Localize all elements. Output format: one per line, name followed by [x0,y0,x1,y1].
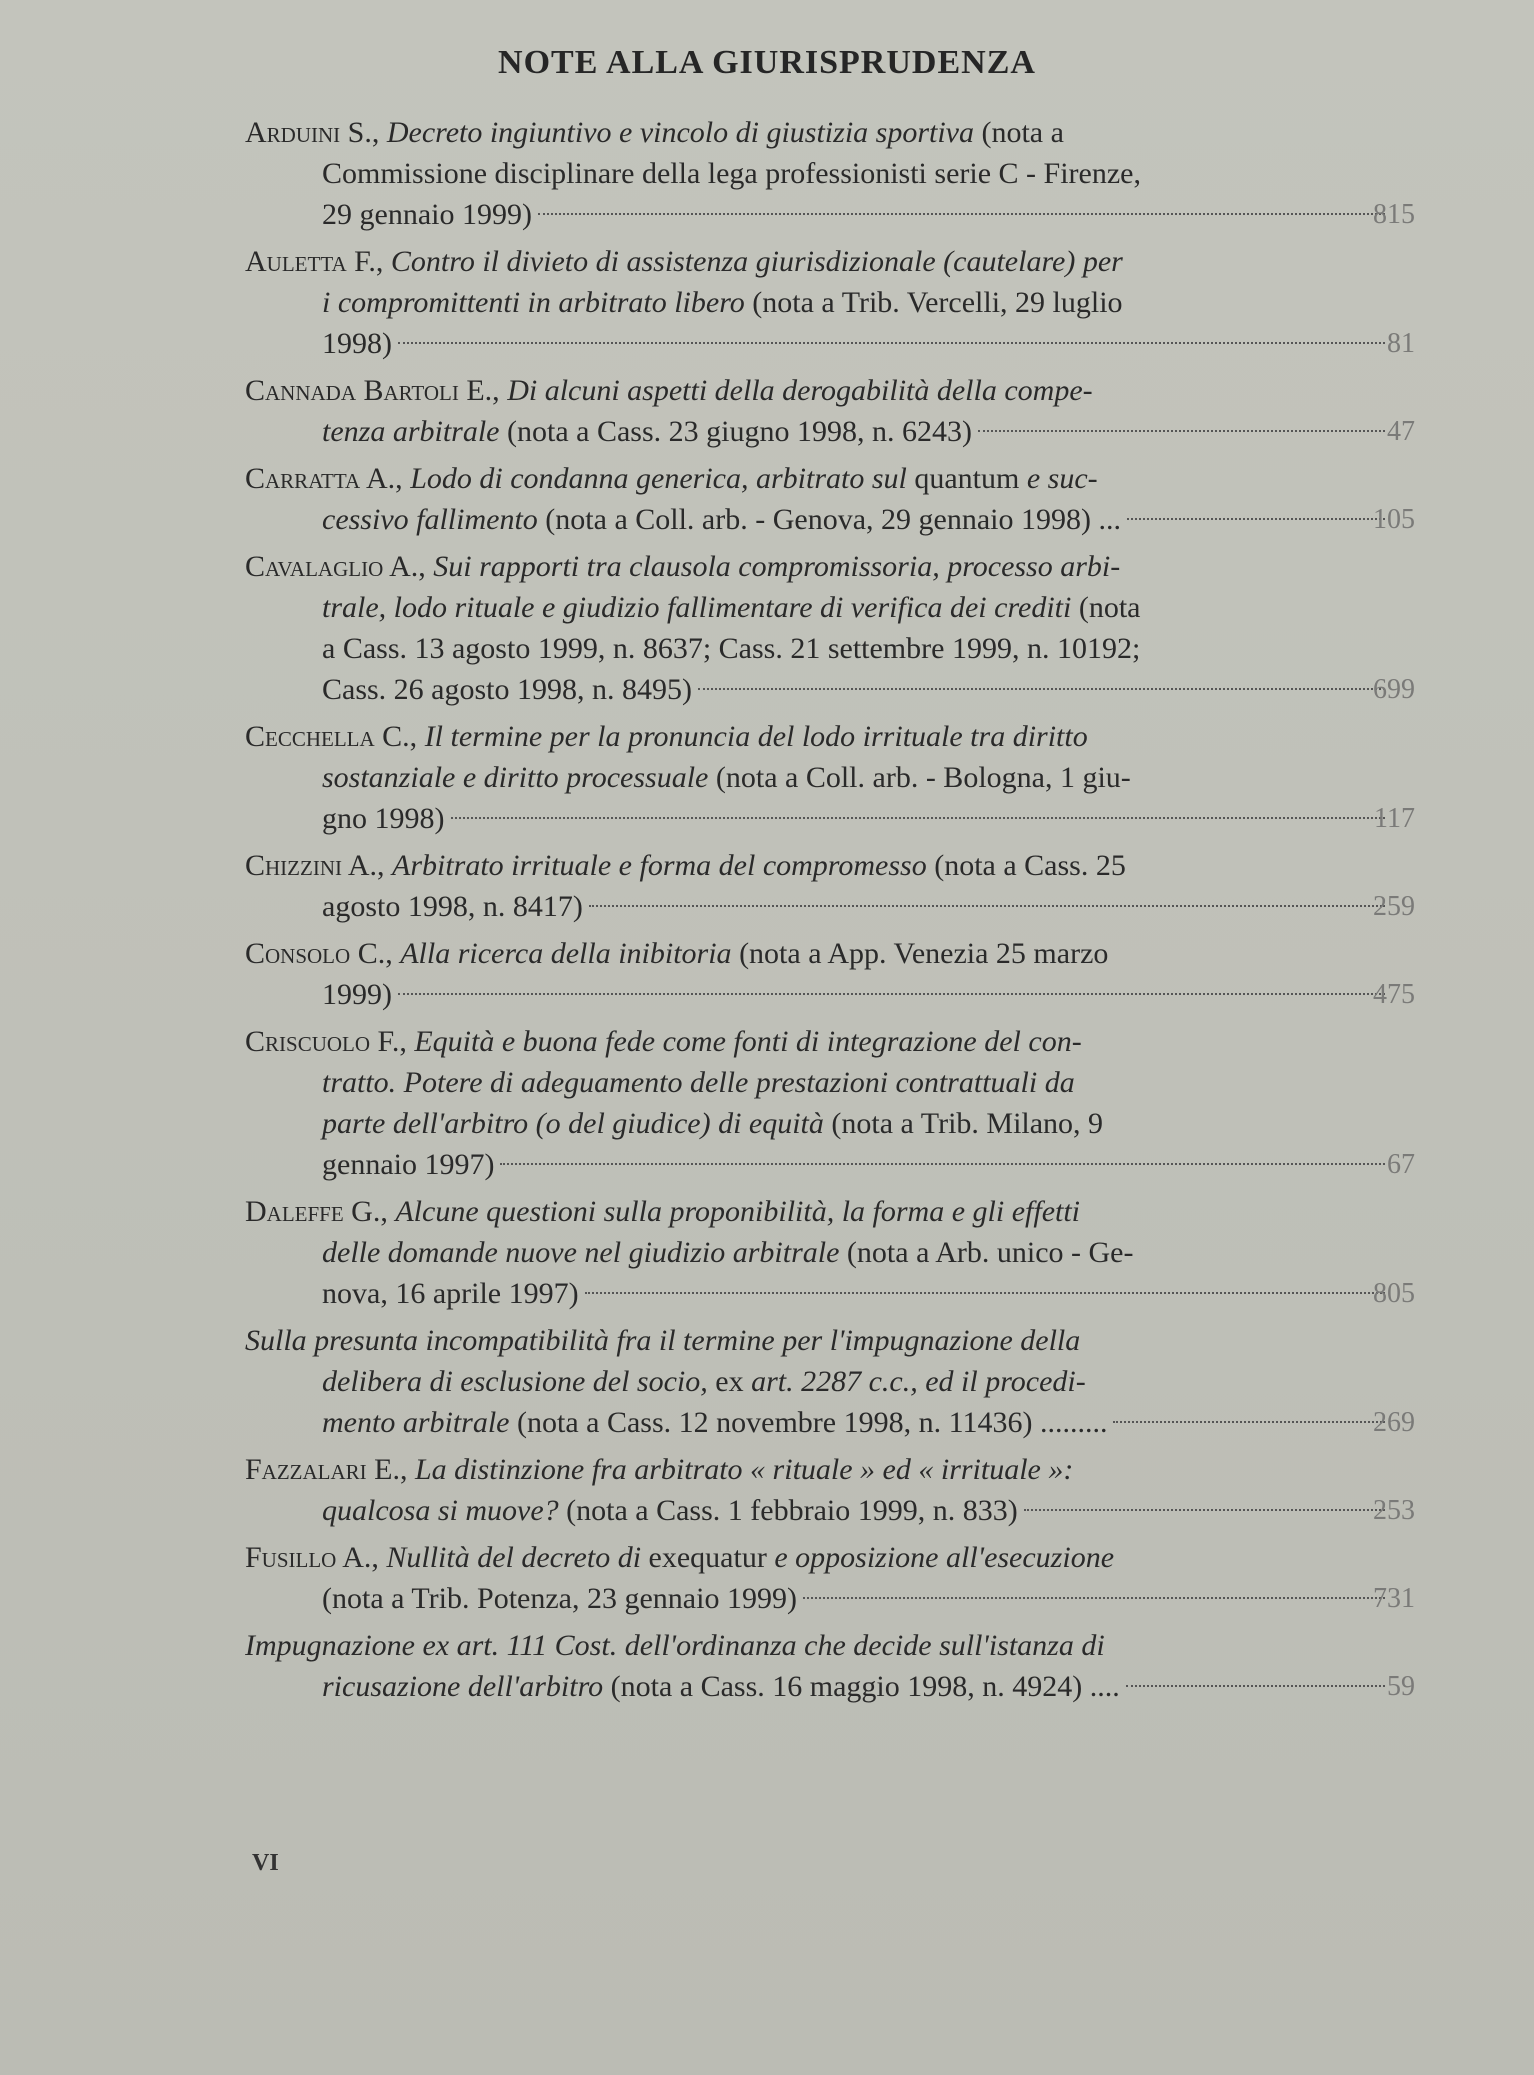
index-entry [245,716,1430,839]
leader-dots [1024,1501,1385,1511]
entry-line: trale, lodo rituale e giudizio fallimentare di verifica dei crediti (nota [322,591,1141,624]
entry-page-number: 815 [1373,199,1415,230]
entry-line: delle domande nuove nel giudizio arbitrale (nota a Arb. unico - Ge- [322,1236,1134,1269]
entry-page-number: 105 [1373,504,1415,535]
entry-line: Fazzalari E., La distinzione fra arbitrato « rituale » ed « irrituale »: [245,1453,1074,1486]
entry-line: tenza arbitrale (nota a Cass. 23 giugno 1998, n. 6243) [245,411,1430,452]
entry-line: Cass. 26 agosto 1998, n. 8495) [245,669,1430,710]
leader-dots [589,897,1385,907]
leader-dots [585,1284,1385,1294]
index-list [245,112,1430,1713]
entry-line: a Cass. 13 agosto 1999, n. 8637; Cass. 21 settembre 1999, n. 10192; [322,632,1141,665]
entry-page-number: 117 [1374,803,1415,834]
entry-page-number: 269 [1373,1407,1415,1438]
leader-dots [500,1155,1385,1165]
leader-dots [698,680,1385,690]
index-entry [245,370,1430,452]
entry-page-number: 805 [1373,1278,1415,1309]
leader-dots [398,985,1385,995]
entry-page-number: 253 [1373,1495,1415,1526]
entry-line: Impugnazione ex art. 111 Cost. dell'ordinanza che decide sull'istanza di [245,1629,1105,1662]
entry-page-number: 67 [1387,1149,1415,1180]
entry-line: i compromittenti in arbitrato libero (nota a Trib. Vercelli, 29 luglio [322,286,1123,319]
entry-line: Cannada Bartoli E., Di alcuni aspetti della derogabilità della compe- [245,374,1093,407]
index-entry [245,1320,1430,1443]
leader-dots [451,809,1386,819]
entry-line: cessivo fallimento (nota a Coll. arb. - Genova, 29 gennaio 1998) ... [245,499,1430,540]
leader-dots [1113,1413,1385,1423]
leader-dots [1126,1677,1385,1687]
index-entry [245,1625,1430,1707]
index-entry [245,1021,1430,1185]
entry-line: qualcosa si muove? (nota a Cass. 1 febbraio 1999, n. 833) [245,1490,1430,1531]
index-entry [245,933,1430,1015]
entry-line: Commissione disciplinare della lega professionisti serie C - Firenze, [322,157,1141,190]
leader-dots [538,205,1385,215]
entry-line: Auletta F., Contro il divieto di assistenza giurisdizionale (cautelare) per [245,245,1123,278]
page-number: VI [252,1850,279,1876]
index-entry [245,458,1430,540]
entry-page-number: 259 [1373,891,1415,922]
entry-page-number: 47 [1387,416,1415,447]
index-entry [245,845,1430,927]
entry-line: nova, 16 aprile 1997) [245,1273,1430,1314]
index-entry [245,1449,1430,1531]
index-entry [245,546,1430,710]
entry-line: ricusazione dell'arbitro (nota a Cass. 16 maggio 1998, n. 4924) .... [245,1666,1430,1707]
entry-line: Criscuolo F., Equità e buona fede come fonti di integrazione del con- [245,1025,1082,1058]
index-entry [245,241,1430,364]
entry-line: tratto. Potere di adeguamento delle prestazioni contrattuali da [322,1066,1075,1099]
entry-line: Arduini S., Decreto ingiuntivo e vincolo di giustizia sportiva (nota a [245,116,1064,149]
entry-page-number: 731 [1373,1583,1415,1614]
entry-line: parte dell'arbitro (o del giudice) di equità (nota a Trib. Milano, 9 [322,1107,1104,1140]
entry-page-number: 699 [1373,674,1415,705]
entry-line: 1998) [245,323,1430,364]
entry-line: (nota a Trib. Potenza, 23 gennaio 1999) [245,1578,1430,1619]
entry-line: gennaio 1997) [245,1144,1430,1185]
entry-line: gno 1998) [245,798,1430,839]
entry-page-number: 475 [1373,979,1415,1010]
entry-line: Cecchella C., Il termine per la pronuncia del lodo irrituale tra diritto [245,720,1088,753]
leader-dots [1127,510,1385,520]
entry-line: mento arbitrale (nota a Cass. 12 novembre 1998, n. 11436) ......... [245,1402,1430,1443]
page-title: NOTE ALLA GIURISPRUDENZA [498,44,1036,81]
entry-line: agosto 1998, n. 8417) [245,886,1430,927]
entry-line: Sulla presunta incompatibilità fra il termine per l'impugnazione della [245,1324,1081,1357]
entry-line: 29 gennaio 1999) [245,194,1430,235]
entry-line: Carratta A., Lodo di condanna generica, arbitrato sul quantum e suc- [245,462,1098,495]
leader-dots [803,1589,1385,1599]
entry-line: Chizzini A., Arbitrato irrituale e forma del compromesso (nota a Cass. 25 [245,849,1126,882]
entry-line: sostanziale e diritto processuale (nota a Coll. arb. - Bologna, 1 giu- [322,761,1131,794]
entry-line: 1999) [245,974,1430,1015]
entry-line: Fusillo A., Nullità del decreto di exequatur e opposizione all'esecuzione [245,1541,1115,1574]
leader-dots [398,334,1385,344]
entry-line: Daleffe G., Alcune questioni sulla proponibilità, la forma e gli effetti [245,1195,1081,1228]
entry-line: Cavalaglio A., Sui rapporti tra clausola compromissoria, processo arbi- [245,550,1121,583]
index-entry [245,112,1430,235]
leader-dots [978,422,1385,432]
index-entry [245,1191,1430,1314]
entry-page-number: 81 [1387,328,1415,359]
entry-page-number: 59 [1387,1671,1415,1702]
entry-line: Consolo C., Alla ricerca della inibitoria (nota a App. Venezia 25 marzo [245,937,1109,970]
index-entry [245,1537,1430,1619]
entry-line: delibera di esclusione del socio, ex art. 2287 c.c., ed il procedi- [322,1365,1086,1398]
